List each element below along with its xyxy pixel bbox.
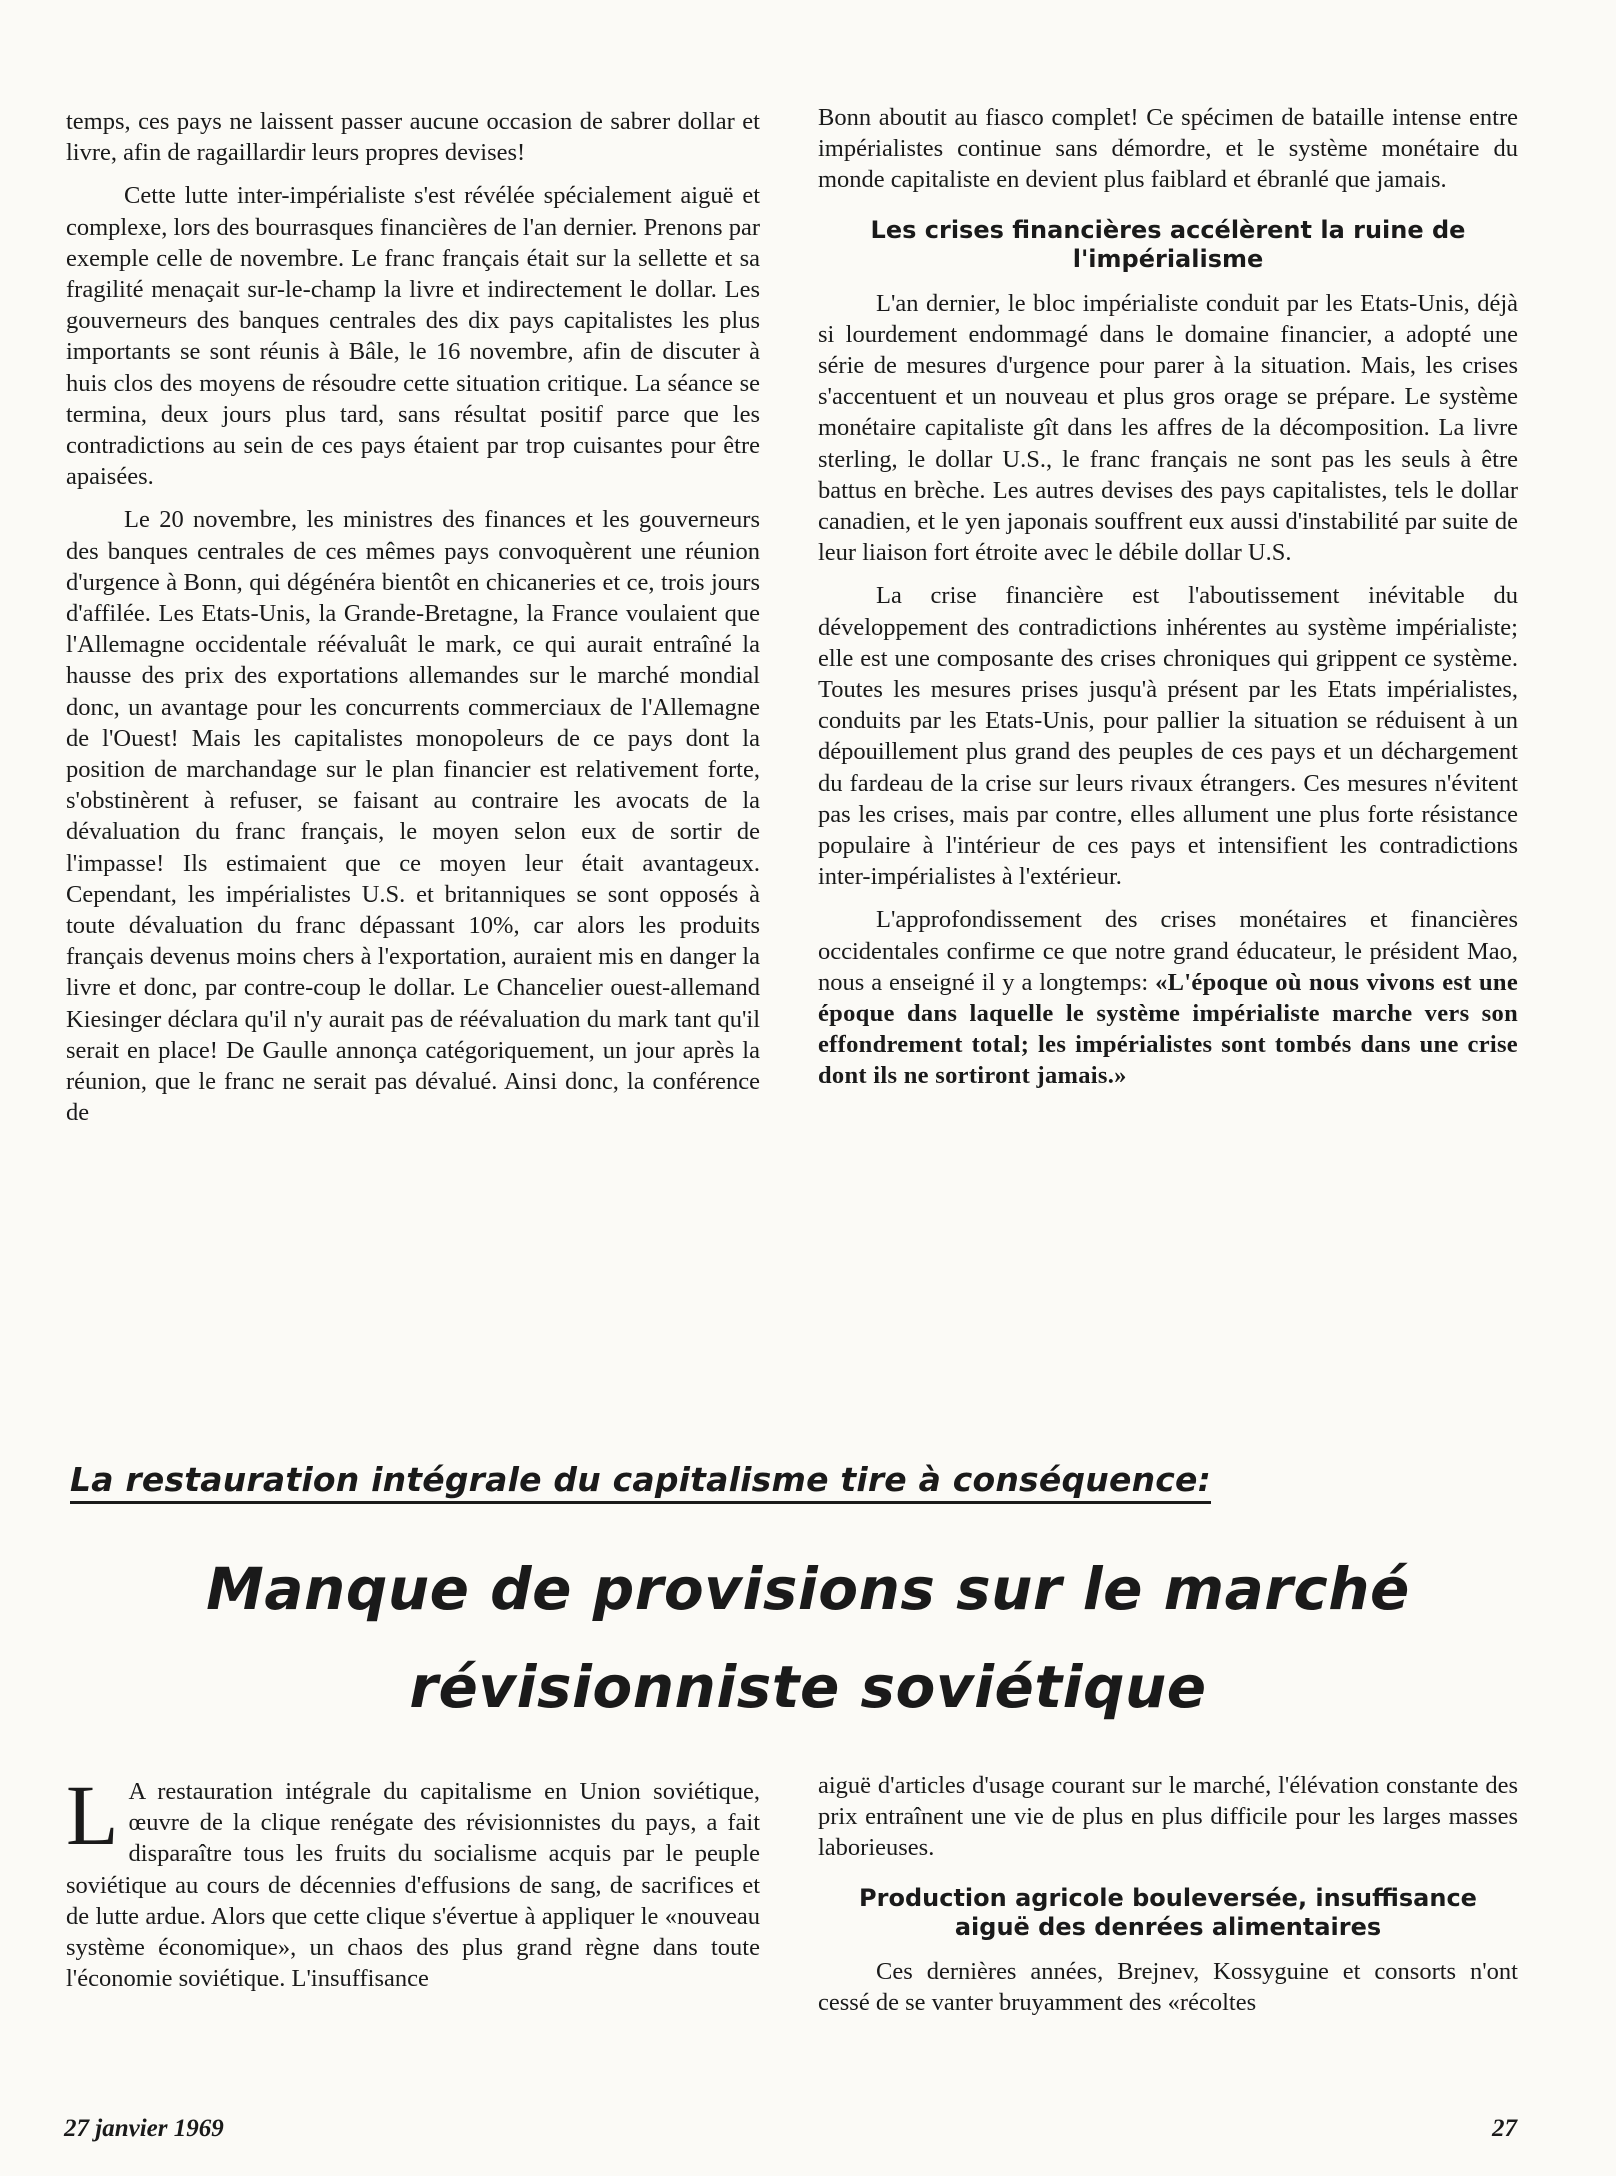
article1-right-para-1: L'an dernier, le bloc impérialiste conduit par les Etats-Unis, déjà si lourdement endommagé dans le domaine financier, a adopté une série de mesures d'urgence pour parer à la situation. Mais, les crises s'accentuent et un nouveau et plus gros orage se prépare. Le système monétaire capitaliste gît dans les affres de la décomposition. La livre sterling, le dollar U.S., le franc français ne sont pas les seuls à être battus en brèche. Les autres devises des pays capitalistes, tels le dollar canadien, et le yen japonais souffrent eux aussi d'instabilité par suite de leur liaison fort étroite avec le débile dollar U.S. — [818, 289, 1518, 567]
article1-left-para-2: Cette lutte inter-impérialiste s'est révélée spécialement aiguë et complexe, lors des bourrasques financières de l'an dernier. Prenons par exemple celle de novembre. Le franc français était sur la sellette et sa fragilité menaçait sur-le-champ la livre et indirectement le dollar. Les gouverneurs des banques centrales des dix pays capitalistes les plus importants se sont réunis à Bâle, le 16 novembre, afin de discuter à huis clos des moyens de résoudre cette situation critique. La séance se termina, deux jours plus tard, sans résultat positif parce que les contradictions au sein de ces pays étaient par trop cuisantes pour être apaisées. — [66, 182, 760, 491]
article2-headline-line1: Manque de provisions sur le marché — [206, 1555, 1410, 1623]
article2-kicker: La restauration intégrale du capitalisme tire à conséquence: — [70, 1460, 1211, 1504]
article2-headline-line2: révisionniste soviétique — [409, 1653, 1207, 1721]
article2-headline — [0, 1540, 1616, 1736]
article1-left-column — [66, 106, 760, 1141]
article1-subheading: Les crises financières accélèrent la ruine de l'impérialisme — [870, 215, 1466, 273]
article1-right-para-2: La crise financière est l'aboutissement inévitable du développement des contradictions inhérentes au système impérialiste; elle est une composante des crises chroniques qui grippent ce système. Toutes les mesures prises jusqu'à présent par les Etats impérialistes, conduits par les Etats-Unis, pour pallier la situation se réduisent à un dépouillement plus grand des peuples de ces pays et un déchargement du fardeau de la crise sur leurs rivaux étrangers. Ces mesures n'évitent pas les crises, mais par contre, elles allument une plus forte résistance populaire à l'intérieur de ces pays et intensifient les contradictions inter-impérialistes à l'extérieur. — [818, 582, 1518, 891]
article1-right-intro: Bonn aboutit au fiasco complet! Ce spécimen de bataille intense entre impérialistes continue sans démordre, et le système monétaire du monde capitaliste en devient plus faiblard et ébranlé que jamais. — [818, 104, 1518, 194]
article2-right-column — [818, 1770, 1518, 2030]
mao-quote: «L'époque où nous vivons est une époque dans laquelle le système impérialiste marche vers son effondrement total; les impérialistes sont tombés dans une crise dont ils ne sortiront jamais.» — [818, 968, 1518, 1090]
article1-closing-text: L'approfondissement des crises monétaires et financières occidentales confirme ce que notre grand éducateur, le président Mao, nous a enseigné il y a longtemps: — [818, 906, 1518, 996]
article1-right-column — [818, 102, 1518, 1104]
article2-intro-text: A restauration intégrale du capitalisme en Union soviétique, œuvre de la clique renégate des révisionnistes du pays, a fait disparaître tous les fruits du socialisme acquis par le peuple soviétique au cours de décennies d'effusions de sang, de sacrifices et de lutte ardue. Alors que cette clique s'évertue à appliquer le «nouveau système économique», un chaos des plus grand règne dans toute l'économie soviétique. L'insuffisance — [66, 1778, 760, 1993]
article2-right-intro: aiguë d'articles d'usage courant sur le marché, l'élévation constante des prix entraînent une vie de plus en plus difficile pour les larges masses laborieuses. — [818, 1772, 1518, 1862]
article2-intro-para — [66, 1767, 760, 1994]
article1-left-para-1: temps, ces pays ne laissent passer aucune occasion de sabrer dollar et livre, afin de ragaillardir leurs propres devises! — [66, 108, 760, 167]
footer-date: 27 janvier 1969 — [64, 2115, 224, 2142]
article1-closing-para — [818, 904, 1518, 1091]
article1-left-para-3: Le 20 novembre, les ministres des finances et les gouverneurs des banques centrales de ces mêmes pays convoquèrent une réunion d'urgence à Bonn, qui dégénéra bientôt en chicaneries et ce, trois jours d'affilée. Les Etats-Unis, la Grande-Bretagne, la France voulaient que l'Allemagne occidentale réévaluât le mark, ce qui aurait entraîné la hausse des prix des exportations allemandes sur le marché mondial donc, un avantage pour les concurrents commerciaux de l'Allemagne de l'Ouest! Mais les capitalistes monopoleurs de ce pays dont la position de marchandage sur le plan financier est relativement forte, s'obstinèrent à refuser, se faisant au contraire les avocats de la dévaluation du franc français, le moyen selon eux de sortir de l'impasse! Ils estimaient que ce moyen leur était avantageux. Cependant, les impérialistes U.S. et britanniques se sont opposés à toute dévaluation du franc dépassant 10%, car alors les produits français devenus moins chers à l'exportation, auraient mis en danger la livre et donc, par contre-coup le dollar. Le Chancelier ouest-allemand Kiesinger déclara qu'il n'y aurait pas de réévaluation du mark tant qu'il serait en place! De Gaulle annonça catégoriquement, un jour après la réunion, que le franc ne serait pas dévalué. Ainsi donc, la conférence de — [66, 506, 760, 1127]
page-number: 27 — [1492, 2115, 1517, 2142]
article2-subheading: Production agricole bouleversée, insuffisance aiguë des denrées alimentaires — [859, 1883, 1477, 1941]
drop-cap: L — [66, 1767, 119, 1863]
article2-right-para: Ces dernières années, Brejnev, Kossyguine et consorts n'ont cessé de se vanter bruyamment des «récoltes — [818, 1957, 1518, 2016]
article2-left-column — [66, 1767, 760, 2006]
